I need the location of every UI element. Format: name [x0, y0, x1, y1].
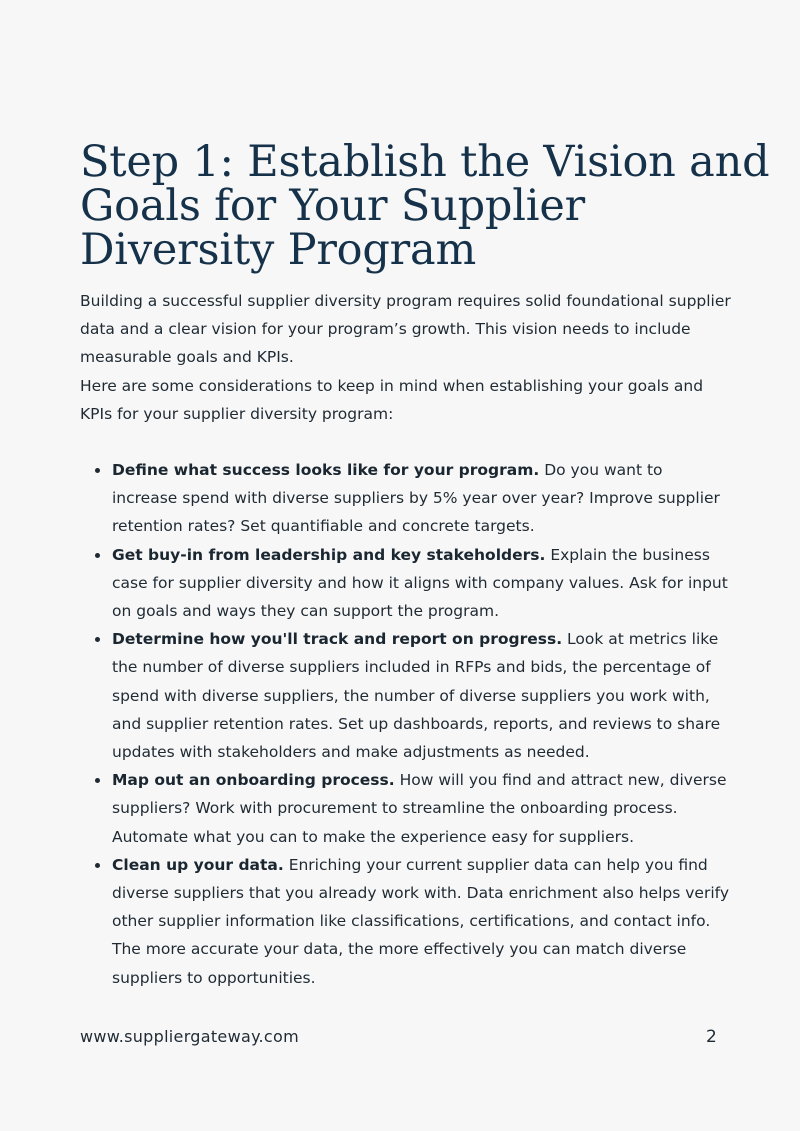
list-item	[92, 766, 732, 851]
list-item-heading: Clean up your data.	[112, 855, 284, 874]
intro-paragraph: Here are some considerations to keep in mind when establishing your goals and KPIs for your supplier diversity program:	[80, 376, 704, 423]
list-item	[92, 851, 732, 992]
list-item-heading: Map out an onboarding process.	[112, 771, 395, 790]
page-number: 2	[706, 1027, 717, 1047]
list-item-text: Look at metrics like the number of diverse suppliers included in RFPs and bids, the percentage of spend with diverse suppliers, the number of diverse suppliers you work with, and supplier retention rates. Set up dashboards, reports, and reviews to share updates with stakeholders and make adjustments as needed.	[112, 630, 721, 762]
list-item	[92, 541, 732, 626]
considerations-list	[92, 456, 732, 992]
footer-url-link[interactable]: www.suppliergateway.com	[80, 1027, 300, 1046]
list-item-text: Explain the business case for supplier diversity and how it aligns with company values. Ask for input on goals and ways they can support the program.	[112, 545, 728, 621]
list-item-heading: Define what success looks like for your program.	[112, 461, 540, 479]
list-item	[92, 625, 732, 766]
intro-text	[80, 287, 740, 428]
list-item-heading: Get buy-in from leadership and key stakeholders.	[112, 545, 546, 564]
list-item-heading: Determine how you'll track and report on progress.	[112, 630, 563, 649]
intro-paragraph: Building a successful supplier diversity program requires solid foundational supplier data and a clear vision for your program’s growth. This vision needs to include measurable goals and KPIs.	[80, 292, 731, 367]
page-title: Step 1: Establish the Vision and Goals for Your Supplier Diversity Program	[80, 137, 770, 275]
list-item-text: Do you want to increase spend with diverse suppliers by 5% year over year? Improve supplier retention rates? Set quantifiable and concrete targets.	[112, 461, 720, 536]
list-item-text: Enriching your current supplier data can help you find diverse suppliers that you already work with. Data enrichment also helps verify other supplier information like classifications, certifications, and contact info. The more accurate your data, the more effectively you can match diverse suppliers to opportunities.	[112, 855, 729, 987]
list-item-text: How will you find and attract new, diverse suppliers? Work with procurement to streamline the onboarding process. Automate what you can to make the experience easy for suppliers.	[112, 771, 727, 846]
list-item	[92, 456, 732, 541]
